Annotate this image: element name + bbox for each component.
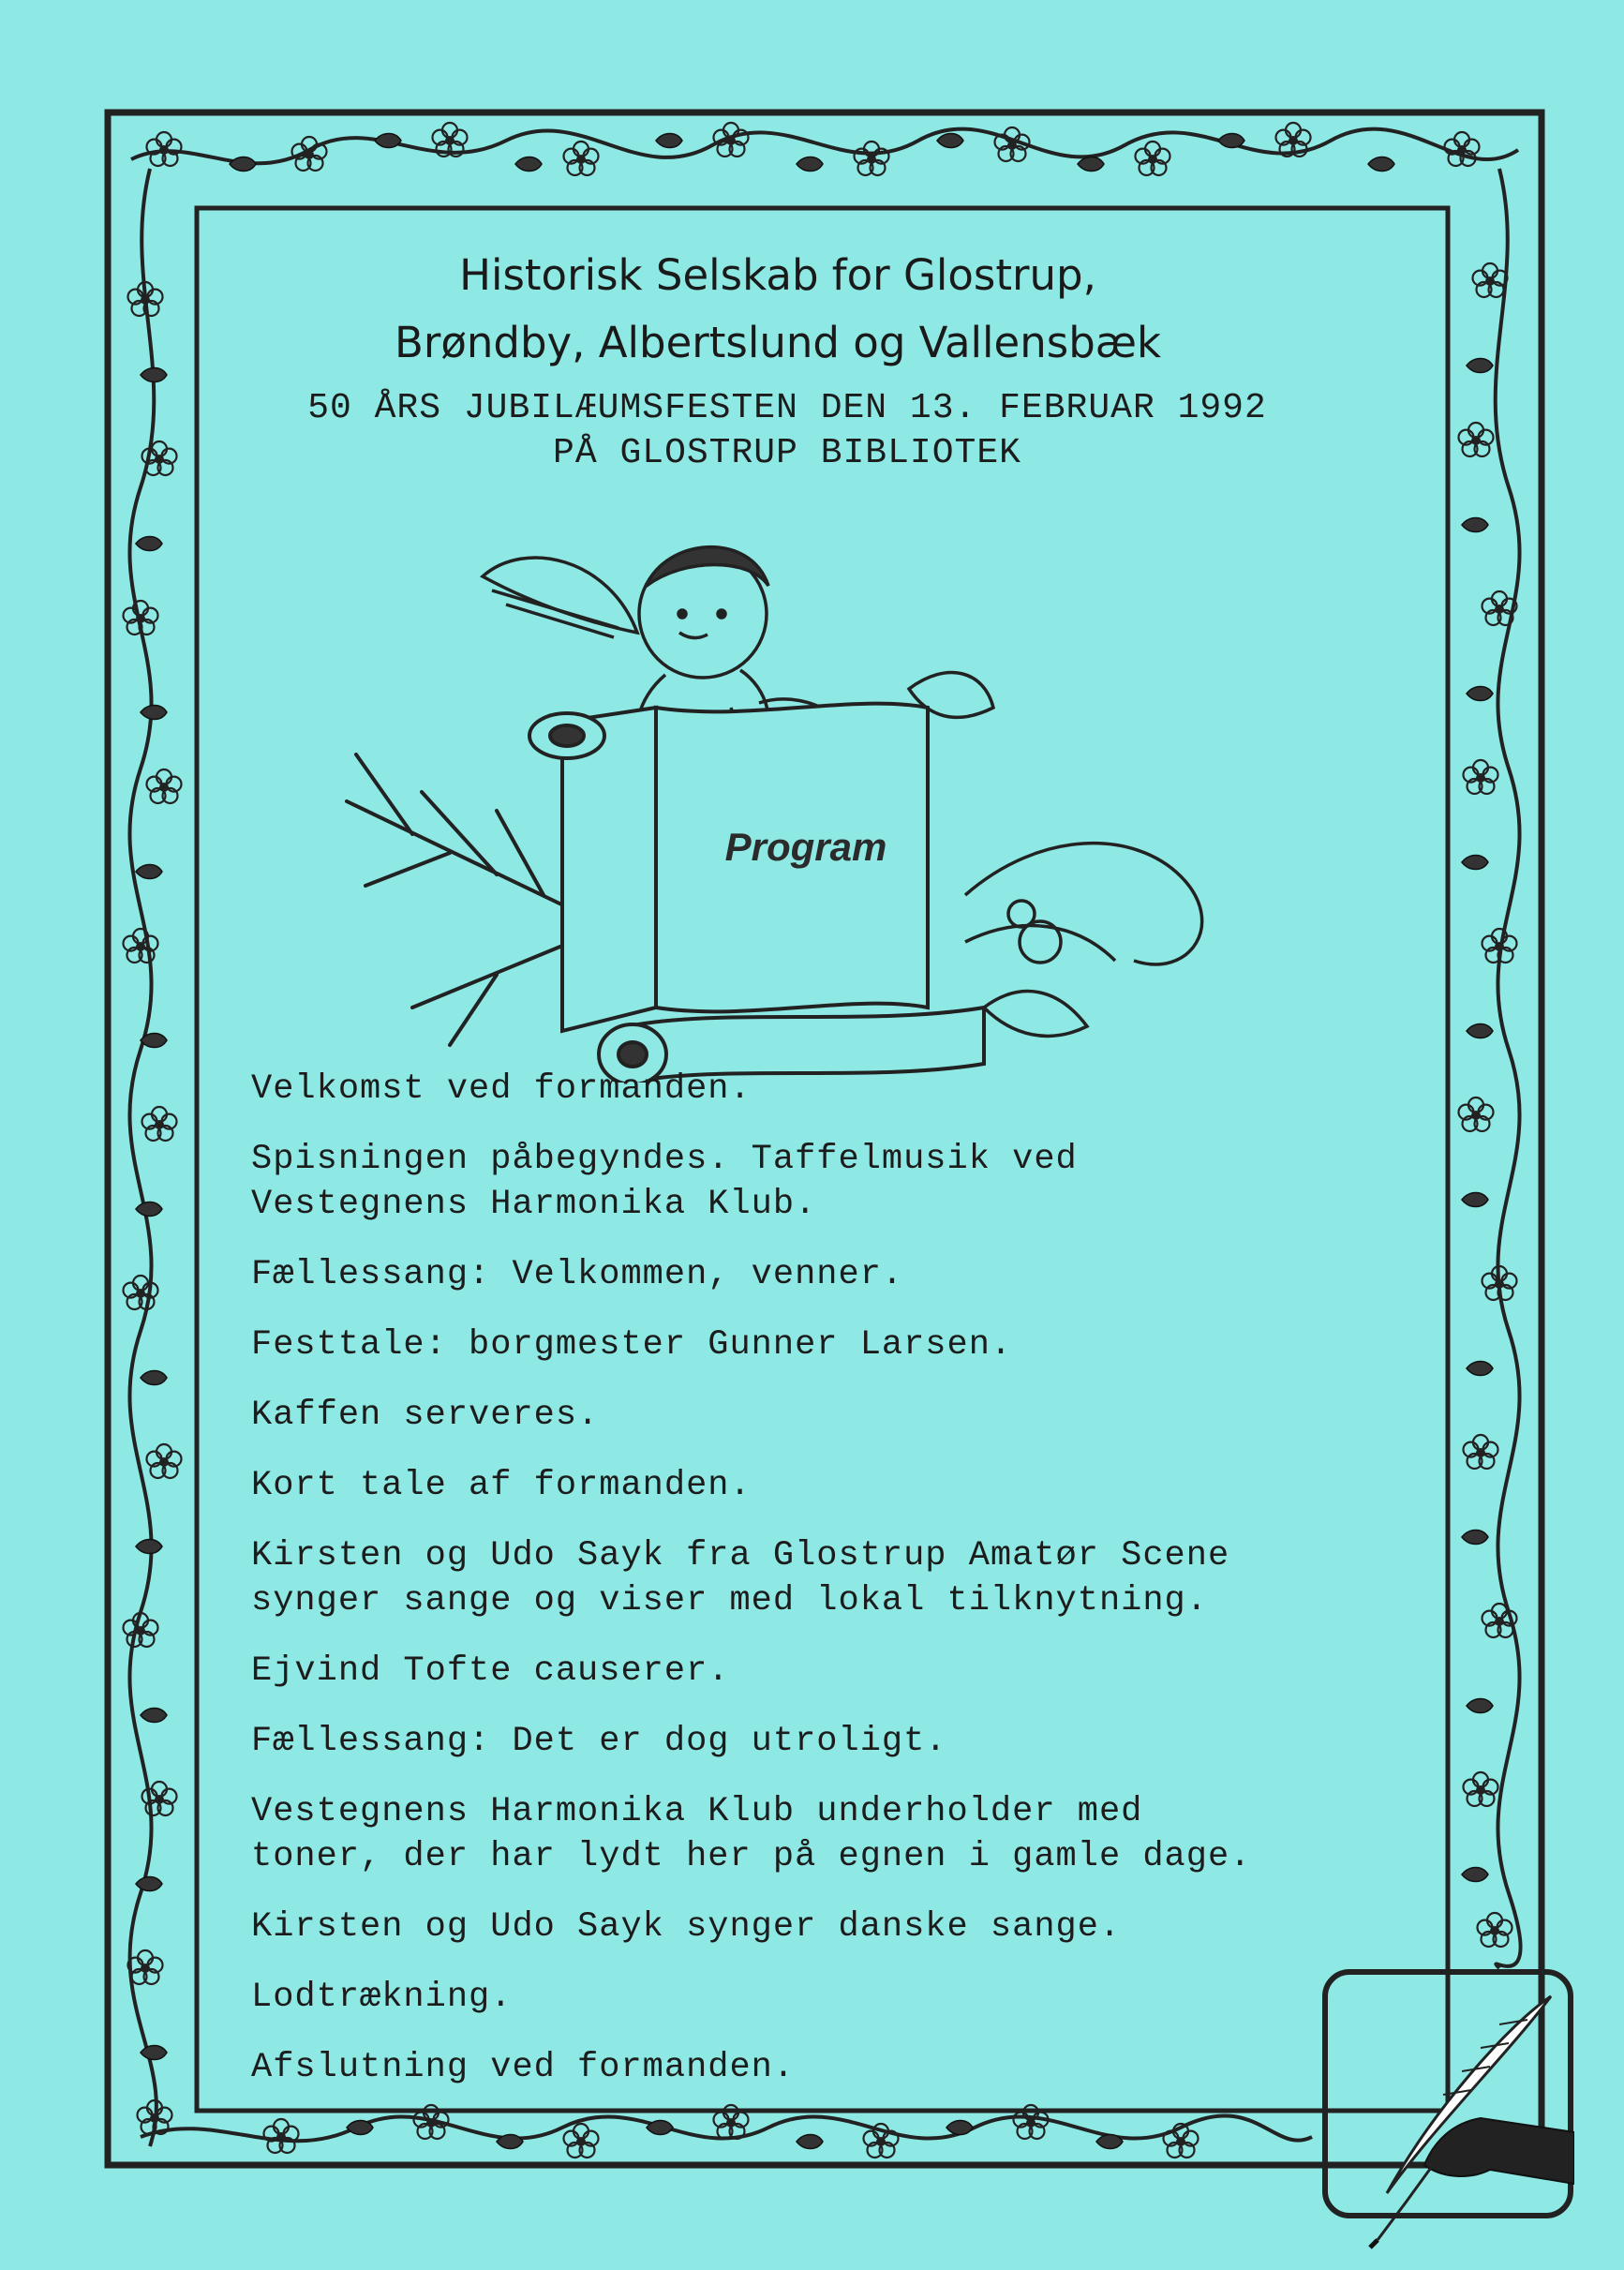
event-heading-line1: 50 ÅRS JUBILÆUMSFESTEN DEN 13. FEBRUAR 1992 [307,388,1267,428]
program-item [251,1393,1413,1438]
program-item [251,1649,1413,1694]
program-item [251,1904,1413,1949]
branch-icon [347,754,581,1045]
program-item-line: Ejvind Tofte causerer. [251,1651,730,1691]
program-item-line: Afslutning ved formanden. [251,2048,796,2087]
program-item-line: Lodtrækning. [251,1978,513,2017]
society-title [309,242,1246,377]
program-item [251,1137,1413,1227]
program-item [251,2045,1413,2090]
program-item-line: synger sange og viser med lokal tilknytning. [251,1581,1208,1620]
program-item-line: Vestegnens Harmonika Klub. [251,1185,817,1224]
program-item-line: Kaffen serveres. [251,1396,600,1435]
program-item [251,1719,1413,1764]
program-item [251,1533,1413,1623]
society-title-line2: Brøndby, Albertslund og Vallensbæk [394,318,1162,367]
program-item [251,1322,1413,1367]
society-title-line1: Historisk Selskab for Glostrup, [459,250,1096,300]
program-label: Program [724,825,887,869]
program-item [251,1789,1413,1879]
program-item-line: Fællessang: Det er dog utroligt. [251,1722,947,1761]
program-item-line: Spisningen påbegyndes. Taffelmusik ved [251,1140,1078,1179]
program-item [251,1463,1413,1508]
program-item [251,1975,1413,2020]
program-list [251,1067,1413,2115]
program-item-line: Velkomst ved formanden. [251,1069,752,1109]
scroll-banner [529,704,984,1083]
program-item [251,1252,1413,1297]
program-item-line: Festtale: borgmester Gunner Larsen. [251,1325,1013,1365]
program-item-line: Fællessang: Velkommen, venner. [251,1255,904,1294]
program-item-line: toner, der har lydt her på egnen i gamle dage. [251,1837,1252,1876]
program-item-line: Kirsten og Udo Sayk fra Glostrup Amatør Scene [251,1536,1230,1576]
event-heading-line2: PÅ GLOSTRUP BIBLIOTEK [553,433,1021,473]
program-item-line: Vestegnens Harmonika Klub underholder med [251,1792,1143,1831]
program-item [251,1067,1413,1112]
program-item-line: Kirsten og Udo Sayk synger danske sange. [251,1907,1122,1947]
event-heading [225,386,1349,476]
cherub-illustration [309,520,1293,1083]
program-item-line: Kort tale af formanden. [251,1466,752,1505]
quill-hand-icon [1321,1968,1574,2249]
